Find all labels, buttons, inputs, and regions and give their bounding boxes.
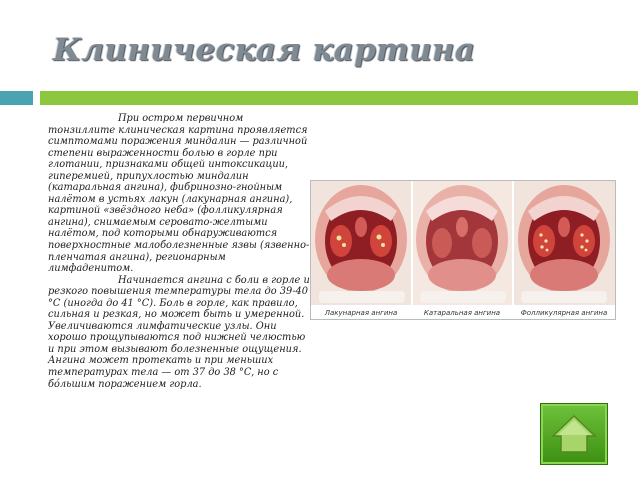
throat-panel-follicular	[513, 181, 615, 319]
slide-body-text	[48, 113, 310, 390]
caption-follicular: Фолликулярная ангина	[520, 309, 608, 317]
accent-bar-teal	[0, 91, 33, 105]
tonsillitis-photo	[310, 180, 616, 320]
caption-lacunar: Лакунарная ангина	[324, 309, 398, 317]
home-button[interactable]	[540, 403, 608, 465]
accent-bar-green	[40, 91, 638, 105]
home-icon	[541, 404, 607, 464]
slide-title: Клиническая картина	[53, 32, 476, 68]
caption-catarrhal: Катаральная ангина	[423, 309, 501, 317]
paragraph-symptoms: При остром первичном тонзиллите клиническая картина проявляется симптомами поражения миндалин — различной степени выраженности болью в горле при глотании, признаками общей интоксикации, гиперемией, припухлостью миндалин (катаральная ангина), фибринозно-гнойным налётом в устьях лакун (лакунарная ангина), картиной «звёздного неба» (фолликулярная ангина), снимаемым серовато-желтыми налётом, под которыми обнаруживаются поверхностные малоболезненные язвы (язвенно-пленчатая ангина), регионарным лимфаденитом.	[48, 113, 310, 275]
paragraph-onset: Начинается ангина с боли в горле и резкого повышения температуры тела до 39-40 °C (иногда до 41 °C). Боль в горле, как правило, сильная и резкая, но может быть и умеренной. Увеличиваются лимфатические узлы. Они хорошо прощупываются под нижней челюстью и при этом вызывают болезненные ощущения. Ангина может протекать и при меньших температурах тела — от 37 до 38 °C, но с бо́льшим поражением горла.	[48, 274, 310, 390]
throat-panel-lacunar	[311, 181, 412, 319]
throat-panel-catarrhal	[412, 181, 513, 319]
